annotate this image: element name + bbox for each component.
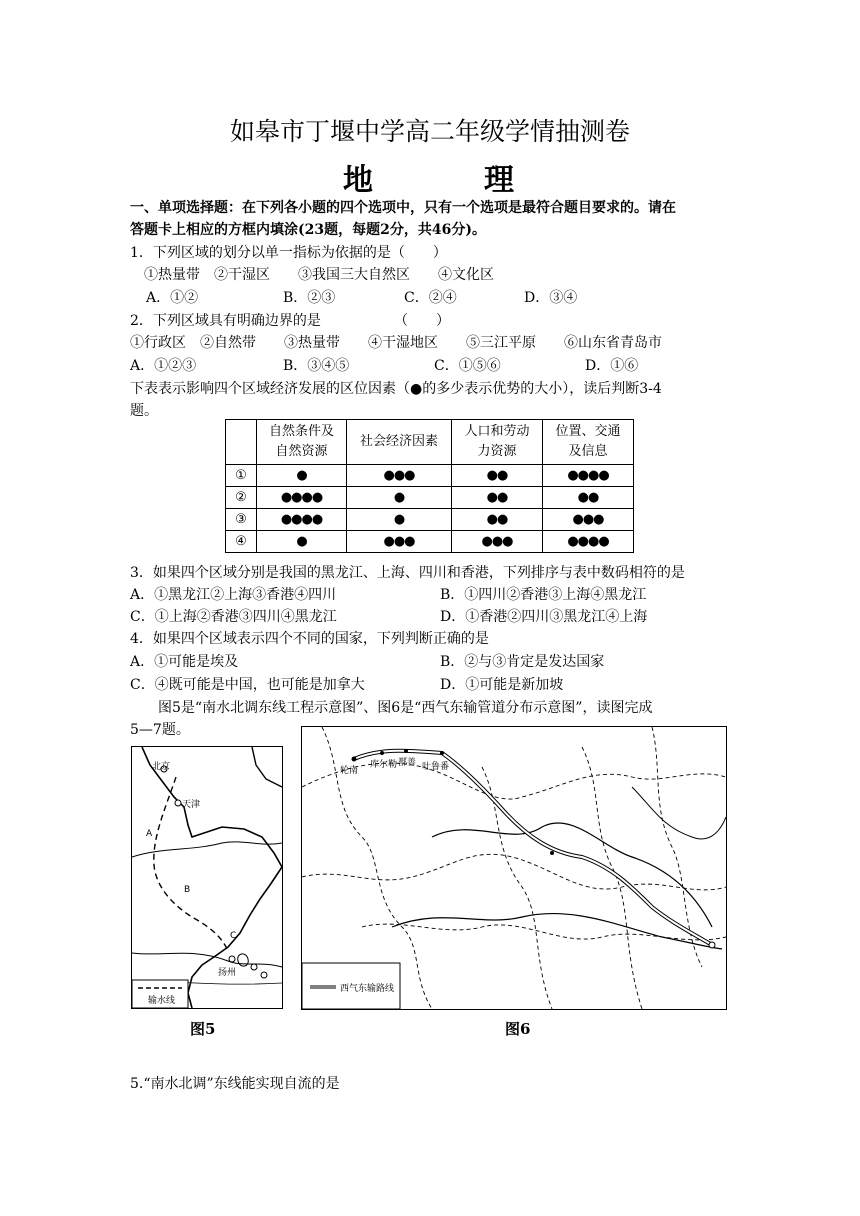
location-factors-table	[225, 419, 634, 553]
table-header-natural	[257, 420, 347, 465]
q2-stem: 2．下列区域具有明确边界的是	[130, 313, 321, 329]
subject-title-right: 理	[484, 163, 514, 198]
q4-stem: 4．如果四个区域表示四个不同的国家，下列判断正确的是	[130, 631, 489, 647]
q3-option-a: A．①黑龙江②上海③香港④四川	[130, 587, 337, 603]
table-header-labor-line2: 力资源	[477, 444, 517, 459]
q3-option-c: C．①上海②香港③四川④黑龙江	[130, 609, 337, 625]
figure5-caption: 图5	[190, 1020, 216, 1038]
fig6-label-lunnan: 轮南	[340, 766, 359, 776]
q4-option-a: A．①可能是埃及	[130, 654, 239, 670]
q4-option-c: C．④既可能是中国，也可能是加拿大	[130, 677, 365, 693]
fig5-label-yangzhou: 扬州	[218, 968, 237, 978]
fig5-label-beijing: 北京	[152, 762, 171, 772]
table-cell: ●●	[452, 509, 543, 531]
table-cell: ●	[257, 531, 347, 553]
table-header-labor-line1: 人口和劳动	[464, 424, 530, 439]
fig5-label-tianjin: 天津	[182, 800, 201, 810]
table-header-location-line1: 位置、交通	[555, 424, 621, 439]
q1-option-b: B．②③	[283, 290, 336, 306]
table-cell: ●	[347, 487, 452, 509]
figure5-map-drawing	[132, 747, 282, 1008]
q4-option-d: D．①可能是新加坡	[440, 677, 564, 693]
fig5-legend-label: 输水线	[148, 996, 176, 1006]
table-header-socioeconomic: 社会经济因素	[347, 420, 452, 465]
q2-option-c: C．①⑤⑥	[434, 358, 501, 374]
fig6-label-turpan: 吐鲁番	[422, 762, 450, 772]
intro-q5-7-line1: 图5是“南水北调东线工程示意图”、图6是“西气东输管道分布示意图”，读图完成	[158, 700, 653, 716]
table-cell: ●	[347, 509, 452, 531]
table-header-natural-line1: 自然条件及	[268, 424, 334, 439]
intro-q3-4-line1: 下表表示影响四个区域经济发展的区位因素（●的多少表示优势的大小），读后判断3-4	[130, 381, 662, 397]
q3-stem: 3．如果四个区域分别是我国的黑龙江、上海、四川和香港，下列排序与表中数码相符的是	[130, 565, 685, 581]
table-cell: ●●●●	[543, 531, 634, 553]
row-label: ②	[226, 487, 257, 509]
fig5-label-c: C	[230, 931, 237, 941]
row-label: ④	[226, 531, 257, 553]
q4-option-b: B．②与③肯定是发达国家	[440, 654, 605, 670]
table-cell: ●●●	[543, 509, 634, 531]
table-cell: ●●●	[347, 465, 452, 487]
q5-stem: 5.“南水北调”东线能实现自流的是	[130, 1076, 340, 1092]
table-header-location	[543, 420, 634, 465]
figure6-map	[301, 726, 727, 1010]
q1-items: ①热量带 ②干湿区 ③我国三大自然区 ④文化区	[144, 267, 494, 283]
fig5-label-b: B	[184, 885, 191, 895]
fig5-label-a: A	[146, 829, 153, 839]
q2-option-b: B．③④⑤	[283, 358, 350, 374]
q1-option-c: C．②④	[404, 290, 457, 306]
table-cell: ●●●●	[257, 487, 347, 509]
section-heading-line2: 答题卡上相应的方框内填涂(23题，每题2分，共46分)。	[130, 222, 486, 238]
figure6-map-drawing	[302, 727, 726, 1009]
intro-q5-7-line2: 5—7题。	[130, 722, 190, 738]
table-row	[226, 487, 634, 509]
table-header-labor	[452, 420, 543, 465]
table-header-location-line2: 及信息	[568, 444, 608, 459]
table-cell: ●●	[452, 487, 543, 509]
q2-option-d: D．①⑥	[585, 358, 639, 374]
table-cell: ●●	[452, 465, 543, 487]
row-label: ③	[226, 509, 257, 531]
intro-q3-4-line2: 题。	[130, 403, 158, 419]
q2-items: ①行政区 ②自然带 ③热量带 ④干湿地区 ⑤三江平原 ⑥山东省青岛市	[130, 335, 662, 351]
table-cell: ●	[257, 465, 347, 487]
q1-option-d: D．③④	[524, 290, 578, 306]
page-title: 如皋市丁堰中学高二年级学情抽测卷	[229, 117, 630, 146]
table-corner-cell	[226, 420, 257, 465]
q3-option-b: B．①四川②香港③上海④黑龙江	[440, 587, 647, 603]
table-header-natural-line2: 自然资源	[275, 444, 328, 459]
table-cell: ●●●●	[543, 465, 634, 487]
table-row	[226, 465, 634, 487]
row-label: ①	[226, 465, 257, 487]
table-cell: ●●	[543, 487, 634, 509]
section-heading-line1: 一、单项选择题：在下列各小题的四个选项中，只有一个选项是最符合题目要求的。请在	[130, 200, 676, 216]
fig6-legend-label: 西气东输路线	[340, 984, 395, 994]
figure6-caption: 图6	[505, 1020, 531, 1038]
q2-answer-paren: （ ）	[394, 313, 450, 329]
subject-title-left: 地	[343, 163, 373, 198]
q3-option-d: D．①香港②四川③黑龙江④上海	[440, 609, 648, 625]
fig6-label-shanshan: 鄯善	[398, 758, 417, 768]
table-cell: ●●●	[452, 531, 543, 553]
figure5-map	[131, 746, 283, 1009]
q2-option-a: A．①②③	[130, 358, 197, 374]
table-cell: ●●●	[347, 531, 452, 553]
table-row	[226, 509, 634, 531]
table-cell: ●●●●	[257, 509, 347, 531]
q1-option-a: A．①②	[146, 290, 199, 306]
table-row	[226, 531, 634, 553]
fig6-label-korla: 库尔勒	[370, 760, 398, 770]
q1-stem: 1．下列区域的划分以单一指标为依据的是（ ）	[130, 245, 447, 261]
